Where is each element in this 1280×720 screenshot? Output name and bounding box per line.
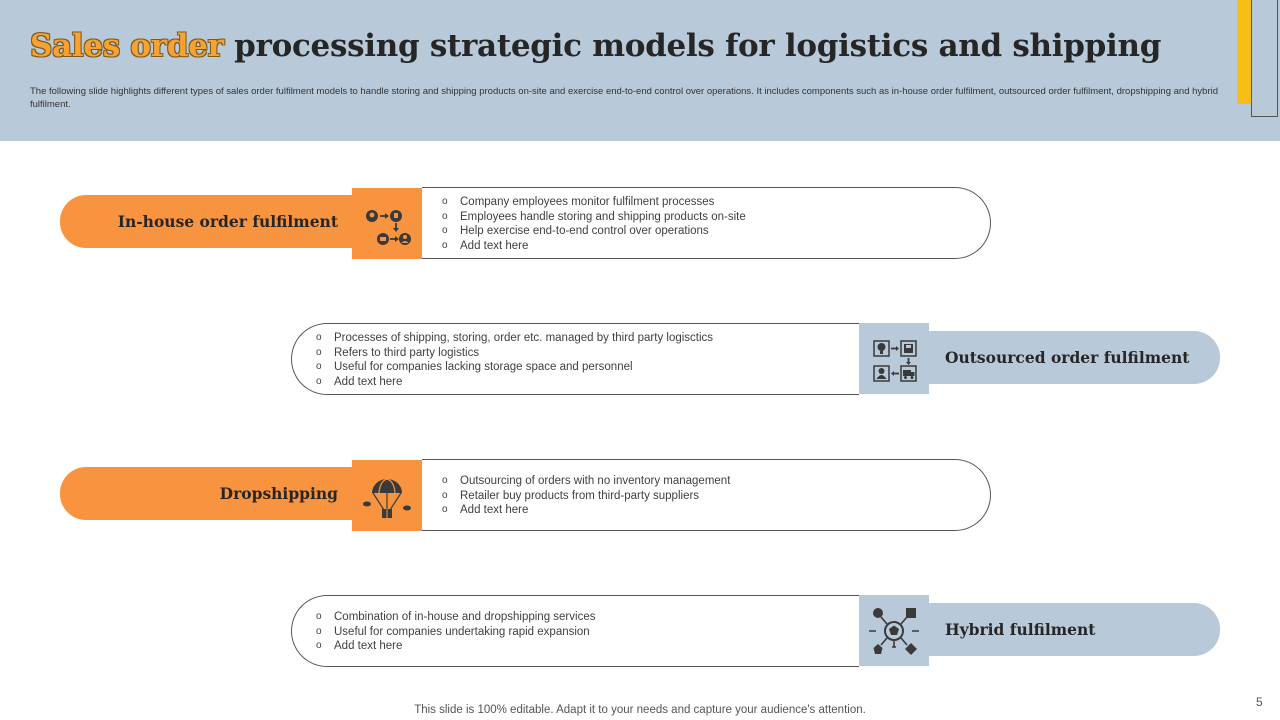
parachute-box-icon — [352, 460, 422, 531]
process-flow-icon — [352, 188, 422, 259]
model-label-text: In-house order fulfilment — [117, 212, 338, 231]
outsourcing-flow-icon — [859, 323, 929, 394]
accent-outline — [1251, 0, 1278, 117]
list-item: o Add text here — [439, 503, 990, 518]
model-details-in-house — [422, 187, 991, 259]
list-item: o Help exercise end-to-end control over operations — [439, 224, 990, 239]
model-label-outsourced — [929, 331, 1220, 384]
list-item: o Company employees monitor fulfilment processes — [439, 195, 990, 210]
list-item: o Add text here — [439, 239, 990, 254]
title-rest: processing strategic models for logistics and shipping — [223, 28, 1162, 64]
list-item: o Useful for companies lacking storage space and personnel — [313, 360, 859, 375]
list-item: o Retailer buy products from third-party suppliers — [439, 489, 990, 504]
model-label-text: Dropshipping — [219, 484, 338, 503]
model-details-outsourced — [291, 323, 859, 395]
model-details-hybrid — [291, 595, 859, 667]
list-item: o Useful for companies undertaking rapid expansion — [313, 625, 859, 640]
detail-list — [313, 331, 859, 389]
list-item: o Employees handle storing and shipping products on-site — [439, 210, 990, 225]
page-number: 5 — [1256, 695, 1263, 709]
list-item: o Add text here — [313, 639, 859, 654]
list-item: o Refers to third party logistics — [313, 346, 859, 361]
model-label-text: Outsourced order fulfilment — [945, 348, 1190, 367]
model-details-dropshipping — [422, 459, 991, 531]
list-item: o Combination of in-house and dropshipping services — [313, 610, 859, 625]
model-label-hybrid — [929, 603, 1220, 656]
accent-bar — [1237, 0, 1251, 104]
detail-list — [439, 195, 990, 253]
detail-list — [313, 610, 859, 654]
list-item: o Outsourcing of orders with no inventory management — [439, 474, 990, 489]
slide-subtitle: The following slide highlights different types of sales order fulfilment models to handle storing and shipping products on-site and exercise end-to-end control over operations. It includes components such as in-house order fulfilment, outsourced order fulfilment, dropshipping and hybrid fulfilment. — [30, 86, 1218, 110]
model-label-dropshipping — [60, 467, 352, 520]
detail-list — [439, 474, 990, 518]
model-label-in-house — [60, 195, 352, 248]
list-item: o Add text here — [313, 375, 859, 390]
footer-note: This slide is 100% editable. Adapt it to your needs and capture your audience's attention. — [414, 704, 866, 716]
model-label-text: Hybrid fulfilment — [945, 620, 1096, 639]
header-band — [0, 0, 1280, 141]
slide-title — [30, 28, 1161, 64]
title-highlight: Sales order — [30, 28, 224, 64]
hybrid-network-icon — [859, 595, 929, 666]
list-item: o Processes of shipping, storing, order etc. managed by third party logisctics — [313, 331, 859, 346]
